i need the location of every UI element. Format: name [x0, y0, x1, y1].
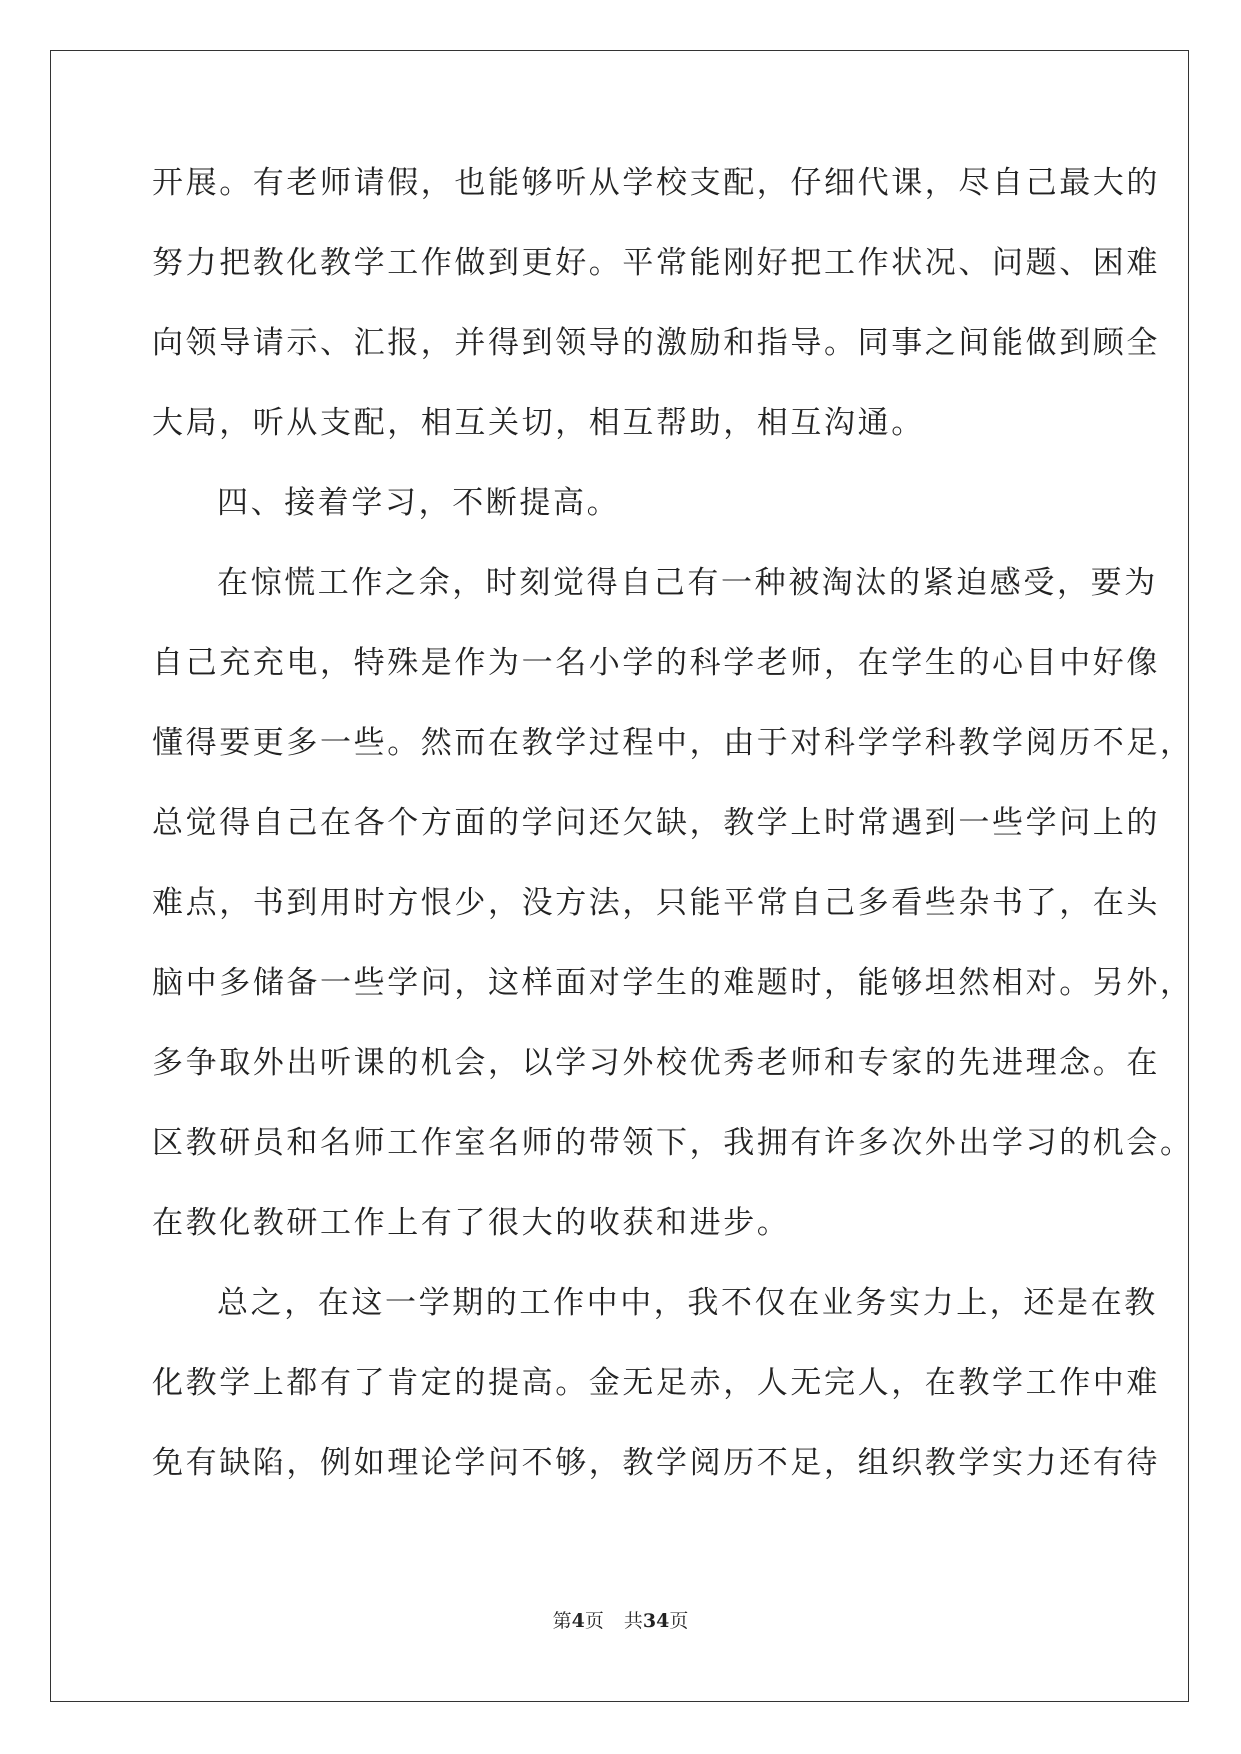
total-suffix: 页: [669, 1610, 689, 1632]
text-line: 难点，书到用时方恨少，没方法，只能平常自己多看些杂书了，在头: [152, 885, 1160, 921]
page-suffix: 页: [584, 1610, 604, 1632]
document-body: [152, 158, 1194, 1518]
page-prefix: 第: [552, 1610, 572, 1632]
text-line: 脑中多储备一些学问，这样面对学生的难题时，能够坦然相对。另外，: [152, 965, 1194, 1001]
page-footer: [0, 1606, 1241, 1633]
text-line: 自己充充电，特殊是作为一名小学的科学老师，在学生的心目中好像: [152, 645, 1160, 681]
text-line: 总之，在这一学期的工作中中，我不仅在业务实力上，还是在教: [217, 1285, 1158, 1321]
text-line: 总觉得自己在各个方面的学问还欠缺，教学上时常遇到一些学问上的: [152, 805, 1160, 841]
text-line: 大局，听从支配，相互关切，相互帮助，相互沟通。: [152, 405, 925, 441]
text-line: 多争取外出听课的机会，以学习外校优秀老师和专家的先进理念。在: [152, 1045, 1160, 1081]
text-line: 开展。有老师请假，也能够听从学校支配，仔细代课，尽自己最大的: [152, 165, 1160, 201]
text-line: 区教研员和名师工作室名师的带领下，我拥有许多次外出学习的机会。: [152, 1125, 1194, 1161]
text-line: 在教化教研工作上有了很大的收获和进步。: [152, 1205, 791, 1241]
text-line: 在惊慌工作之余，时刻觉得自己有一种被淘汰的紧迫感受，要为: [217, 565, 1158, 601]
text-line: 努力把教化教学工作做到更好。平常能刚好把工作状况、问题、困难: [152, 245, 1160, 281]
text-line: 向领导请示、汇报，并得到领导的激励和指导。同事之间能做到顾全: [152, 325, 1160, 361]
text-line: 懂得要更多一些。然而在教学过程中，由于对科学学科教学阅历不足，: [152, 725, 1194, 761]
total-prefix: 共: [623, 1610, 643, 1632]
text-line: 四、接着学习，不断提高。: [217, 485, 621, 521]
text-line: 免有缺陷，例如理论学问不够，教学阅历不足，组织教学实力还有待: [152, 1445, 1160, 1481]
page-number: 4: [571, 1610, 585, 1632]
total-pages: 34: [642, 1610, 670, 1632]
text-line: 化教学上都有了肯定的提高。金无足赤，人无完人，在教学工作中难: [152, 1365, 1160, 1401]
